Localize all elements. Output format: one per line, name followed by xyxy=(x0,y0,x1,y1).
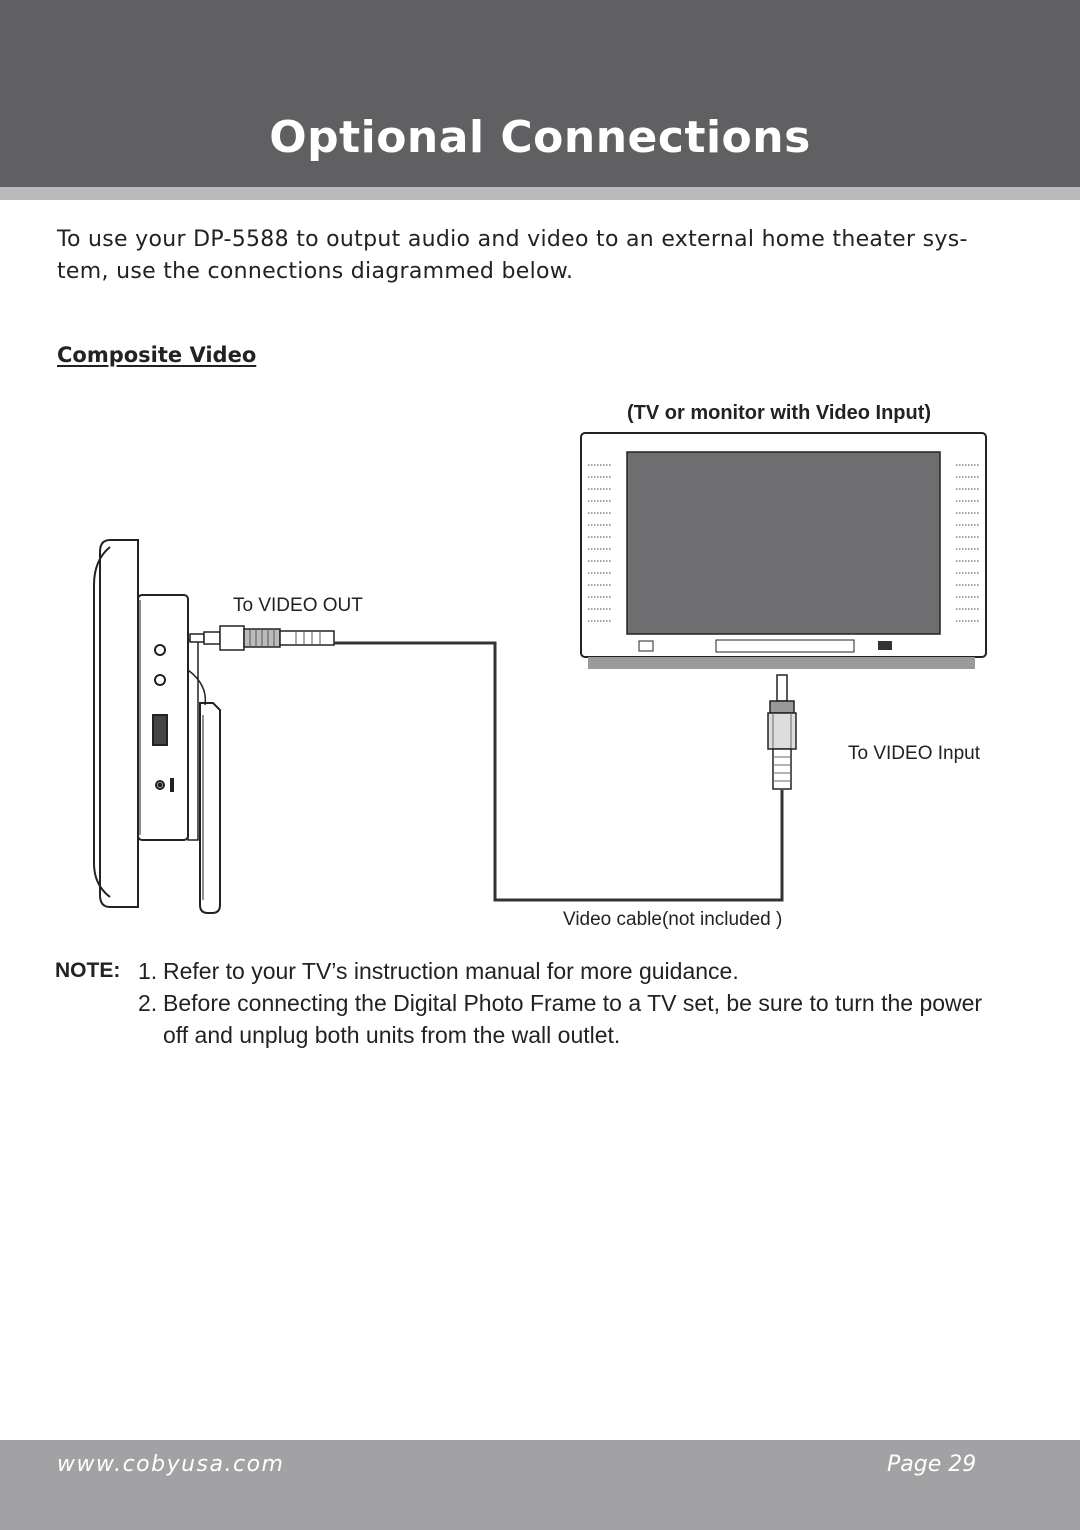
cable-label: Video cable(not included ) xyxy=(563,909,783,930)
tv-label: (TV or monitor with Video Input) xyxy=(627,402,932,424)
tv-monitor xyxy=(581,433,986,669)
diagram-drawing xyxy=(80,385,1010,945)
note-number: 1. xyxy=(138,958,158,984)
page-title: Optional Connections xyxy=(269,112,811,163)
note-number: 2. xyxy=(138,990,158,1016)
video-cable xyxy=(334,643,782,900)
connection-diagram xyxy=(80,385,1010,945)
video-out-label: To VIDEO OUT xyxy=(233,595,363,616)
section-heading: Composite Video xyxy=(57,343,257,367)
video-in-plug xyxy=(768,675,796,789)
header-stripe xyxy=(0,187,1080,200)
note-text: Before connecting the Digital Photo Frame to a TV set, be sure to turn the power off and unplug both units from the wall outlet. xyxy=(163,990,983,1048)
page-number: Page 29 xyxy=(887,1452,977,1477)
video-in-label: To VIDEO Input xyxy=(848,743,981,764)
note-label: NOTE: xyxy=(55,959,121,982)
intro-paragraph: To use your DP-5588 to output audio and video to an external home theater sys- tem, use the connections diagrammed below. xyxy=(57,227,968,284)
photo-frame-device xyxy=(94,540,220,913)
note-text: Refer to your TV’s instruction manual for more guidance. xyxy=(163,958,739,984)
video-out-plug xyxy=(190,626,334,650)
footer-url: www.cobyusa.com xyxy=(57,1452,285,1477)
